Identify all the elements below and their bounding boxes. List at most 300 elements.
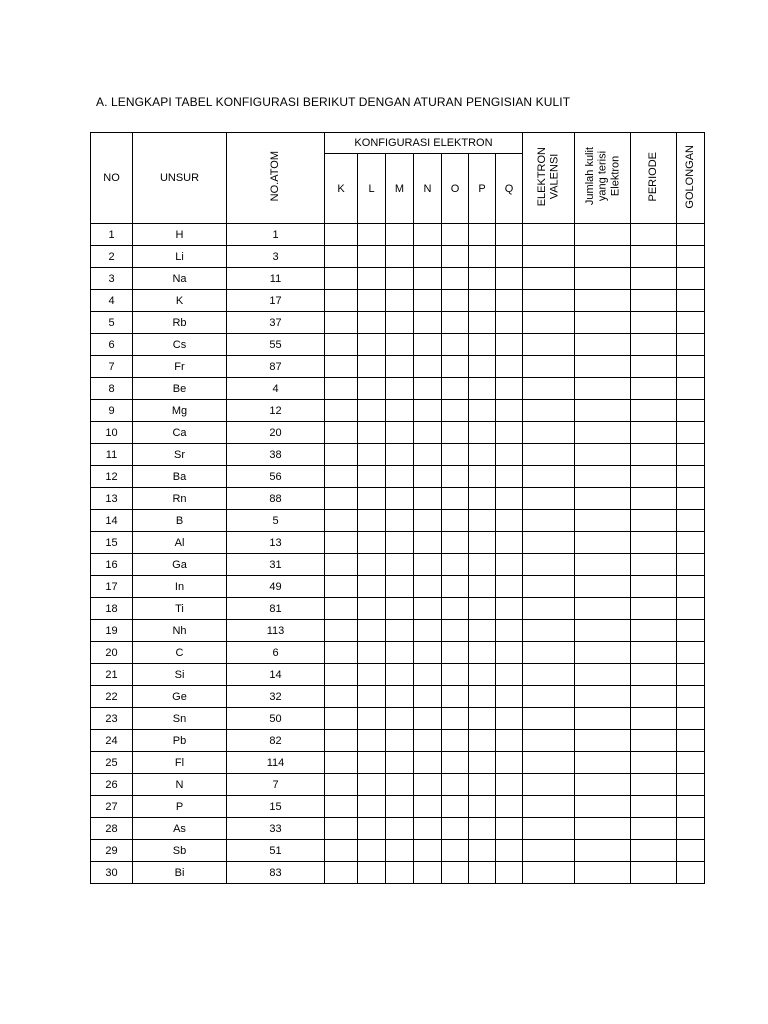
shell-o-cell[interactable] <box>442 224 469 246</box>
shell-o-cell[interactable] <box>442 598 469 620</box>
shell-p-cell[interactable] <box>469 576 496 598</box>
group-cell[interactable] <box>677 246 705 268</box>
shell-m-cell[interactable] <box>386 312 414 334</box>
valence-electron-cell[interactable] <box>523 334 575 356</box>
period-cell[interactable] <box>631 290 677 312</box>
shell-o-cell[interactable] <box>442 620 469 642</box>
filled-shells-cell[interactable] <box>575 334 631 356</box>
group-cell[interactable] <box>677 422 705 444</box>
shell-n-cell[interactable] <box>414 444 442 466</box>
shell-o-cell[interactable] <box>442 290 469 312</box>
filled-shells-cell[interactable] <box>575 246 631 268</box>
shell-q-cell[interactable] <box>496 466 523 488</box>
shell-n-cell[interactable] <box>414 774 442 796</box>
shell-l-cell[interactable] <box>358 752 386 774</box>
shell-o-cell[interactable] <box>442 444 469 466</box>
shell-k-cell[interactable] <box>325 862 358 884</box>
shell-q-cell[interactable] <box>496 730 523 752</box>
shell-n-cell[interactable] <box>414 246 442 268</box>
shell-n-cell[interactable] <box>414 532 442 554</box>
valence-electron-cell[interactable] <box>523 620 575 642</box>
shell-p-cell[interactable] <box>469 708 496 730</box>
shell-p-cell[interactable] <box>469 730 496 752</box>
shell-l-cell[interactable] <box>358 818 386 840</box>
shell-n-cell[interactable] <box>414 796 442 818</box>
shell-p-cell[interactable] <box>469 466 496 488</box>
shell-q-cell[interactable] <box>496 840 523 862</box>
filled-shells-cell[interactable] <box>575 356 631 378</box>
filled-shells-cell[interactable] <box>575 488 631 510</box>
shell-l-cell[interactable] <box>358 356 386 378</box>
shell-m-cell[interactable] <box>386 554 414 576</box>
shell-n-cell[interactable] <box>414 312 442 334</box>
shell-q-cell[interactable] <box>496 774 523 796</box>
valence-electron-cell[interactable] <box>523 796 575 818</box>
shell-l-cell[interactable] <box>358 532 386 554</box>
shell-p-cell[interactable] <box>469 246 496 268</box>
shell-o-cell[interactable] <box>442 576 469 598</box>
valence-electron-cell[interactable] <box>523 752 575 774</box>
valence-electron-cell[interactable] <box>523 664 575 686</box>
shell-l-cell[interactable] <box>358 708 386 730</box>
shell-q-cell[interactable] <box>496 818 523 840</box>
shell-k-cell[interactable] <box>325 576 358 598</box>
filled-shells-cell[interactable] <box>575 510 631 532</box>
shell-p-cell[interactable] <box>469 378 496 400</box>
shell-q-cell[interactable] <box>496 488 523 510</box>
period-cell[interactable] <box>631 818 677 840</box>
filled-shells-cell[interactable] <box>575 268 631 290</box>
shell-l-cell[interactable] <box>358 686 386 708</box>
shell-l-cell[interactable] <box>358 576 386 598</box>
shell-p-cell[interactable] <box>469 444 496 466</box>
valence-electron-cell[interactable] <box>523 422 575 444</box>
shell-q-cell[interactable] <box>496 796 523 818</box>
shell-n-cell[interactable] <box>414 862 442 884</box>
valence-electron-cell[interactable] <box>523 576 575 598</box>
valence-electron-cell[interactable] <box>523 510 575 532</box>
filled-shells-cell[interactable] <box>575 708 631 730</box>
shell-l-cell[interactable] <box>358 466 386 488</box>
shell-k-cell[interactable] <box>325 246 358 268</box>
period-cell[interactable] <box>631 246 677 268</box>
shell-o-cell[interactable] <box>442 554 469 576</box>
group-cell[interactable] <box>677 510 705 532</box>
period-cell[interactable] <box>631 356 677 378</box>
shell-k-cell[interactable] <box>325 708 358 730</box>
shell-l-cell[interactable] <box>358 268 386 290</box>
shell-o-cell[interactable] <box>442 686 469 708</box>
filled-shells-cell[interactable] <box>575 312 631 334</box>
shell-p-cell[interactable] <box>469 620 496 642</box>
group-cell[interactable] <box>677 224 705 246</box>
period-cell[interactable] <box>631 554 677 576</box>
group-cell[interactable] <box>677 334 705 356</box>
shell-n-cell[interactable] <box>414 356 442 378</box>
shell-q-cell[interactable] <box>496 312 523 334</box>
period-cell[interactable] <box>631 796 677 818</box>
shell-o-cell[interactable] <box>442 246 469 268</box>
period-cell[interactable] <box>631 708 677 730</box>
shell-p-cell[interactable] <box>469 488 496 510</box>
shell-n-cell[interactable] <box>414 708 442 730</box>
filled-shells-cell[interactable] <box>575 818 631 840</box>
shell-l-cell[interactable] <box>358 510 386 532</box>
shell-m-cell[interactable] <box>386 774 414 796</box>
shell-m-cell[interactable] <box>386 400 414 422</box>
filled-shells-cell[interactable] <box>575 796 631 818</box>
shell-n-cell[interactable] <box>414 488 442 510</box>
valence-electron-cell[interactable] <box>523 224 575 246</box>
shell-m-cell[interactable] <box>386 224 414 246</box>
group-cell[interactable] <box>677 730 705 752</box>
filled-shells-cell[interactable] <box>575 620 631 642</box>
shell-k-cell[interactable] <box>325 444 358 466</box>
shell-o-cell[interactable] <box>442 818 469 840</box>
shell-p-cell[interactable] <box>469 774 496 796</box>
shell-m-cell[interactable] <box>386 686 414 708</box>
shell-n-cell[interactable] <box>414 598 442 620</box>
shell-m-cell[interactable] <box>386 730 414 752</box>
shell-q-cell[interactable] <box>496 598 523 620</box>
shell-l-cell[interactable] <box>358 224 386 246</box>
shell-n-cell[interactable] <box>414 224 442 246</box>
filled-shells-cell[interactable] <box>575 378 631 400</box>
shell-q-cell[interactable] <box>496 708 523 730</box>
shell-m-cell[interactable] <box>386 488 414 510</box>
shell-n-cell[interactable] <box>414 840 442 862</box>
shell-m-cell[interactable] <box>386 290 414 312</box>
filled-shells-cell[interactable] <box>575 642 631 664</box>
group-cell[interactable] <box>677 686 705 708</box>
shell-m-cell[interactable] <box>386 598 414 620</box>
shell-q-cell[interactable] <box>496 620 523 642</box>
shell-k-cell[interactable] <box>325 532 358 554</box>
shell-o-cell[interactable] <box>442 840 469 862</box>
shell-l-cell[interactable] <box>358 334 386 356</box>
period-cell[interactable] <box>631 510 677 532</box>
period-cell[interactable] <box>631 334 677 356</box>
shell-k-cell[interactable] <box>325 664 358 686</box>
shell-l-cell[interactable] <box>358 796 386 818</box>
valence-electron-cell[interactable] <box>523 312 575 334</box>
shell-l-cell[interactable] <box>358 554 386 576</box>
period-cell[interactable] <box>631 488 677 510</box>
period-cell[interactable] <box>631 752 677 774</box>
shell-k-cell[interactable] <box>325 774 358 796</box>
shell-o-cell[interactable] <box>442 466 469 488</box>
shell-k-cell[interactable] <box>325 378 358 400</box>
group-cell[interactable] <box>677 576 705 598</box>
shell-q-cell[interactable] <box>496 532 523 554</box>
shell-l-cell[interactable] <box>358 862 386 884</box>
group-cell[interactable] <box>677 400 705 422</box>
shell-m-cell[interactable] <box>386 818 414 840</box>
shell-m-cell[interactable] <box>386 356 414 378</box>
shell-m-cell[interactable] <box>386 642 414 664</box>
valence-electron-cell[interactable] <box>523 708 575 730</box>
shell-p-cell[interactable] <box>469 598 496 620</box>
shell-m-cell[interactable] <box>386 444 414 466</box>
shell-k-cell[interactable] <box>325 290 358 312</box>
shell-o-cell[interactable] <box>442 312 469 334</box>
group-cell[interactable] <box>677 774 705 796</box>
filled-shells-cell[interactable] <box>575 840 631 862</box>
group-cell[interactable] <box>677 796 705 818</box>
shell-n-cell[interactable] <box>414 620 442 642</box>
shell-p-cell[interactable] <box>469 752 496 774</box>
shell-p-cell[interactable] <box>469 862 496 884</box>
shell-p-cell[interactable] <box>469 796 496 818</box>
shell-m-cell[interactable] <box>386 378 414 400</box>
shell-k-cell[interactable] <box>325 510 358 532</box>
shell-p-cell[interactable] <box>469 840 496 862</box>
group-cell[interactable] <box>677 554 705 576</box>
shell-p-cell[interactable] <box>469 224 496 246</box>
shell-k-cell[interactable] <box>325 686 358 708</box>
shell-q-cell[interactable] <box>496 246 523 268</box>
shell-l-cell[interactable] <box>358 840 386 862</box>
filled-shells-cell[interactable] <box>575 290 631 312</box>
filled-shells-cell[interactable] <box>575 532 631 554</box>
group-cell[interactable] <box>677 312 705 334</box>
filled-shells-cell[interactable] <box>575 444 631 466</box>
shell-q-cell[interactable] <box>496 686 523 708</box>
shell-q-cell[interactable] <box>496 510 523 532</box>
shell-k-cell[interactable] <box>325 730 358 752</box>
shell-p-cell[interactable] <box>469 510 496 532</box>
shell-m-cell[interactable] <box>386 576 414 598</box>
shell-n-cell[interactable] <box>414 400 442 422</box>
shell-m-cell[interactable] <box>386 620 414 642</box>
shell-p-cell[interactable] <box>469 532 496 554</box>
shell-k-cell[interactable] <box>325 598 358 620</box>
shell-p-cell[interactable] <box>469 818 496 840</box>
shell-n-cell[interactable] <box>414 378 442 400</box>
shell-k-cell[interactable] <box>325 224 358 246</box>
valence-electron-cell[interactable] <box>523 598 575 620</box>
period-cell[interactable] <box>631 466 677 488</box>
group-cell[interactable] <box>677 532 705 554</box>
shell-l-cell[interactable] <box>358 444 386 466</box>
shell-n-cell[interactable] <box>414 730 442 752</box>
group-cell[interactable] <box>677 840 705 862</box>
group-cell[interactable] <box>677 466 705 488</box>
shell-m-cell[interactable] <box>386 510 414 532</box>
shell-q-cell[interactable] <box>496 576 523 598</box>
shell-n-cell[interactable] <box>414 290 442 312</box>
shell-q-cell[interactable] <box>496 664 523 686</box>
valence-electron-cell[interactable] <box>523 554 575 576</box>
shell-n-cell[interactable] <box>414 686 442 708</box>
shell-p-cell[interactable] <box>469 642 496 664</box>
period-cell[interactable] <box>631 400 677 422</box>
group-cell[interactable] <box>677 620 705 642</box>
shell-q-cell[interactable] <box>496 400 523 422</box>
valence-electron-cell[interactable] <box>523 862 575 884</box>
period-cell[interactable] <box>631 774 677 796</box>
shell-o-cell[interactable] <box>442 664 469 686</box>
shell-n-cell[interactable] <box>414 334 442 356</box>
shell-m-cell[interactable] <box>386 246 414 268</box>
shell-o-cell[interactable] <box>442 752 469 774</box>
shell-p-cell[interactable] <box>469 554 496 576</box>
period-cell[interactable] <box>631 730 677 752</box>
filled-shells-cell[interactable] <box>575 862 631 884</box>
shell-p-cell[interactable] <box>469 400 496 422</box>
shell-m-cell[interactable] <box>386 664 414 686</box>
shell-m-cell[interactable] <box>386 796 414 818</box>
shell-l-cell[interactable] <box>358 400 386 422</box>
shell-m-cell[interactable] <box>386 466 414 488</box>
filled-shells-cell[interactable] <box>575 686 631 708</box>
group-cell[interactable] <box>677 290 705 312</box>
filled-shells-cell[interactable] <box>575 576 631 598</box>
valence-electron-cell[interactable] <box>523 290 575 312</box>
shell-o-cell[interactable] <box>442 708 469 730</box>
shell-l-cell[interactable] <box>358 730 386 752</box>
shell-q-cell[interactable] <box>496 642 523 664</box>
shell-m-cell[interactable] <box>386 422 414 444</box>
shell-q-cell[interactable] <box>496 268 523 290</box>
shell-o-cell[interactable] <box>442 334 469 356</box>
shell-l-cell[interactable] <box>358 642 386 664</box>
period-cell[interactable] <box>631 422 677 444</box>
shell-q-cell[interactable] <box>496 224 523 246</box>
shell-o-cell[interactable] <box>442 422 469 444</box>
shell-k-cell[interactable] <box>325 466 358 488</box>
shell-k-cell[interactable] <box>325 488 358 510</box>
valence-electron-cell[interactable] <box>523 444 575 466</box>
valence-electron-cell[interactable] <box>523 400 575 422</box>
valence-electron-cell[interactable] <box>523 730 575 752</box>
shell-m-cell[interactable] <box>386 532 414 554</box>
period-cell[interactable] <box>631 620 677 642</box>
filled-shells-cell[interactable] <box>575 774 631 796</box>
shell-k-cell[interactable] <box>325 554 358 576</box>
filled-shells-cell[interactable] <box>575 664 631 686</box>
shell-l-cell[interactable] <box>358 620 386 642</box>
filled-shells-cell[interactable] <box>575 554 631 576</box>
shell-m-cell[interactable] <box>386 334 414 356</box>
shell-m-cell[interactable] <box>386 840 414 862</box>
group-cell[interactable] <box>677 752 705 774</box>
valence-electron-cell[interactable] <box>523 246 575 268</box>
shell-m-cell[interactable] <box>386 268 414 290</box>
group-cell[interactable] <box>677 642 705 664</box>
shell-n-cell[interactable] <box>414 554 442 576</box>
shell-q-cell[interactable] <box>496 862 523 884</box>
shell-k-cell[interactable] <box>325 422 358 444</box>
period-cell[interactable] <box>631 532 677 554</box>
shell-p-cell[interactable] <box>469 356 496 378</box>
shell-l-cell[interactable] <box>358 422 386 444</box>
shell-k-cell[interactable] <box>325 620 358 642</box>
shell-p-cell[interactable] <box>469 334 496 356</box>
shell-p-cell[interactable] <box>469 290 496 312</box>
shell-q-cell[interactable] <box>496 422 523 444</box>
shell-k-cell[interactable] <box>325 796 358 818</box>
shell-o-cell[interactable] <box>442 510 469 532</box>
shell-q-cell[interactable] <box>496 356 523 378</box>
shell-k-cell[interactable] <box>325 356 358 378</box>
period-cell[interactable] <box>631 686 677 708</box>
shell-k-cell[interactable] <box>325 312 358 334</box>
shell-o-cell[interactable] <box>442 730 469 752</box>
shell-k-cell[interactable] <box>325 400 358 422</box>
period-cell[interactable] <box>631 598 677 620</box>
shell-l-cell[interactable] <box>358 664 386 686</box>
shell-k-cell[interactable] <box>325 334 358 356</box>
group-cell[interactable] <box>677 444 705 466</box>
period-cell[interactable] <box>631 378 677 400</box>
shell-n-cell[interactable] <box>414 422 442 444</box>
shell-n-cell[interactable] <box>414 466 442 488</box>
shell-k-cell[interactable] <box>325 840 358 862</box>
shell-p-cell[interactable] <box>469 422 496 444</box>
shell-p-cell[interactable] <box>469 686 496 708</box>
valence-electron-cell[interactable] <box>523 774 575 796</box>
group-cell[interactable] <box>677 356 705 378</box>
shell-q-cell[interactable] <box>496 752 523 774</box>
group-cell[interactable] <box>677 598 705 620</box>
shell-q-cell[interactable] <box>496 378 523 400</box>
shell-l-cell[interactable] <box>358 774 386 796</box>
shell-l-cell[interactable] <box>358 598 386 620</box>
shell-o-cell[interactable] <box>442 268 469 290</box>
period-cell[interactable] <box>631 312 677 334</box>
shell-p-cell[interactable] <box>469 664 496 686</box>
group-cell[interactable] <box>677 378 705 400</box>
shell-o-cell[interactable] <box>442 642 469 664</box>
shell-q-cell[interactable] <box>496 334 523 356</box>
shell-q-cell[interactable] <box>496 444 523 466</box>
filled-shells-cell[interactable] <box>575 752 631 774</box>
shell-n-cell[interactable] <box>414 752 442 774</box>
shell-n-cell[interactable] <box>414 664 442 686</box>
period-cell[interactable] <box>631 224 677 246</box>
filled-shells-cell[interactable] <box>575 422 631 444</box>
shell-o-cell[interactable] <box>442 774 469 796</box>
shell-o-cell[interactable] <box>442 356 469 378</box>
period-cell[interactable] <box>631 840 677 862</box>
shell-o-cell[interactable] <box>442 400 469 422</box>
shell-k-cell[interactable] <box>325 642 358 664</box>
shell-p-cell[interactable] <box>469 268 496 290</box>
valence-electron-cell[interactable] <box>523 818 575 840</box>
shell-l-cell[interactable] <box>358 246 386 268</box>
valence-electron-cell[interactable] <box>523 686 575 708</box>
period-cell[interactable] <box>631 444 677 466</box>
shell-m-cell[interactable] <box>386 862 414 884</box>
shell-o-cell[interactable] <box>442 488 469 510</box>
shell-l-cell[interactable] <box>358 488 386 510</box>
shell-n-cell[interactable] <box>414 510 442 532</box>
shell-n-cell[interactable] <box>414 268 442 290</box>
period-cell[interactable] <box>631 664 677 686</box>
period-cell[interactable] <box>631 268 677 290</box>
filled-shells-cell[interactable] <box>575 598 631 620</box>
shell-m-cell[interactable] <box>386 752 414 774</box>
group-cell[interactable] <box>677 268 705 290</box>
group-cell[interactable] <box>677 664 705 686</box>
shell-p-cell[interactable] <box>469 312 496 334</box>
valence-electron-cell[interactable] <box>523 840 575 862</box>
shell-q-cell[interactable] <box>496 554 523 576</box>
group-cell[interactable] <box>677 818 705 840</box>
shell-o-cell[interactable] <box>442 378 469 400</box>
shell-o-cell[interactable] <box>442 532 469 554</box>
